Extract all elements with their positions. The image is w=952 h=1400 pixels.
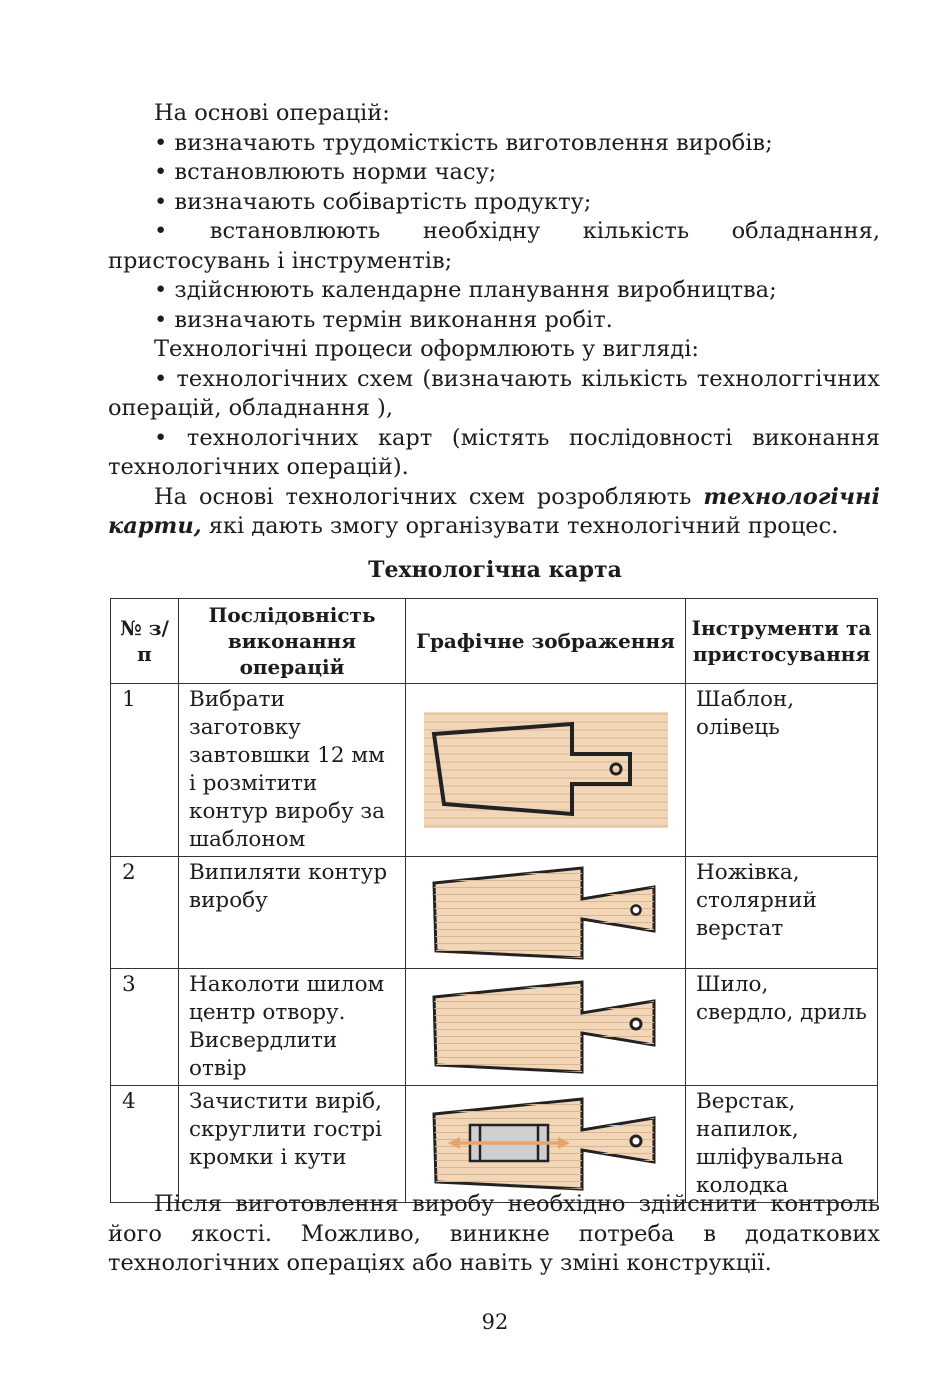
header-operation: Послідовність виконання операцій xyxy=(179,599,406,684)
row-number: 2 xyxy=(111,857,179,969)
table-row xyxy=(111,1086,878,1203)
conclusion-text: На основі технологічних схем розробляють xyxy=(154,483,704,510)
header-tools: Інструменти та пристосування xyxy=(686,599,878,684)
intro-bullet: • встановлюють необхідну кількість обладнання, пристосувань і інструментів; xyxy=(108,218,880,274)
table-row xyxy=(111,684,878,857)
row-image xyxy=(406,969,686,1086)
conclusion-text: які дають змогу організувати технологічний процес. xyxy=(201,513,839,539)
row-tools: Ножівка, столярний верстат xyxy=(686,857,878,969)
row-tools: Шило, свердло, дриль xyxy=(686,969,878,1086)
technology-card-table xyxy=(110,598,878,1203)
forms-bullet: • технологічних схем (визначають кількість технологгічних операцій, обладнання ), xyxy=(108,365,880,421)
row-number: 1 xyxy=(111,684,179,857)
intro-bullet: • визначають собівартість продукту; xyxy=(154,188,592,215)
table-header-row xyxy=(111,599,878,684)
forms-bullet: • технологічних карт (містять послідовності виконання технологічних операцій). xyxy=(108,424,880,480)
sanding-board-image xyxy=(422,1094,670,1194)
row-operation: Зачистити виріб, скруглити гострі кромки і кути xyxy=(179,1086,406,1203)
header-number: № з/п xyxy=(111,599,179,684)
row-image xyxy=(406,1086,686,1203)
cut-board-image xyxy=(422,863,670,963)
intro-bullet: • здійснюють календарне планування виробництва; xyxy=(154,277,777,303)
row-number: 4 xyxy=(111,1086,179,1203)
board-blank-image xyxy=(422,710,670,830)
row-tools: Верстак, напилок, шліфувальна колодка xyxy=(686,1086,878,1203)
table-row xyxy=(111,969,878,1086)
header-image: Графічне зображення xyxy=(406,599,686,684)
row-image xyxy=(406,857,686,969)
row-number: 3 xyxy=(111,969,179,1086)
row-image xyxy=(406,684,686,857)
row-operation: Наколоти шилом центр отвору. Висвердлити отвір xyxy=(179,969,406,1086)
drilled-hole xyxy=(631,1019,641,1029)
conclusion-paragraph xyxy=(108,483,880,542)
intro-bullet: • визначають трудомісткість виготовлення виробів; xyxy=(154,129,773,156)
row-operation: Вибрати заготовку завтовшки 12 мм і розмітити контур виробу за шаблоном xyxy=(179,684,406,857)
intro-bullet: • встановлюють норми часу; xyxy=(154,159,497,185)
table-caption: Технологічна карта xyxy=(368,557,622,583)
table-row xyxy=(111,857,878,969)
intro-bullet: • визначають термін виконання робіт. xyxy=(154,306,613,333)
drilled-board-image xyxy=(422,977,670,1077)
conclusion-emphasis: технологічні карти, xyxy=(108,483,880,539)
intro-block xyxy=(108,99,880,542)
row-operation: Випиляти контур виробу xyxy=(179,857,406,969)
row-tools: Шаблон, олівець xyxy=(686,684,878,857)
page-number: 92 xyxy=(481,1310,509,1334)
intro-heading: На основі операцій: xyxy=(154,100,390,126)
forms-heading: Технологічні процеси оформлюють у вигляді: xyxy=(154,336,699,362)
after-block xyxy=(108,1190,880,1279)
after-paragraph: Після виготовлення виробу необхідно здійснити контроль його якості. Можливо, виникне потреба в додаткових технологічних операціях або навіть у зміні конструкції. xyxy=(108,1191,880,1276)
